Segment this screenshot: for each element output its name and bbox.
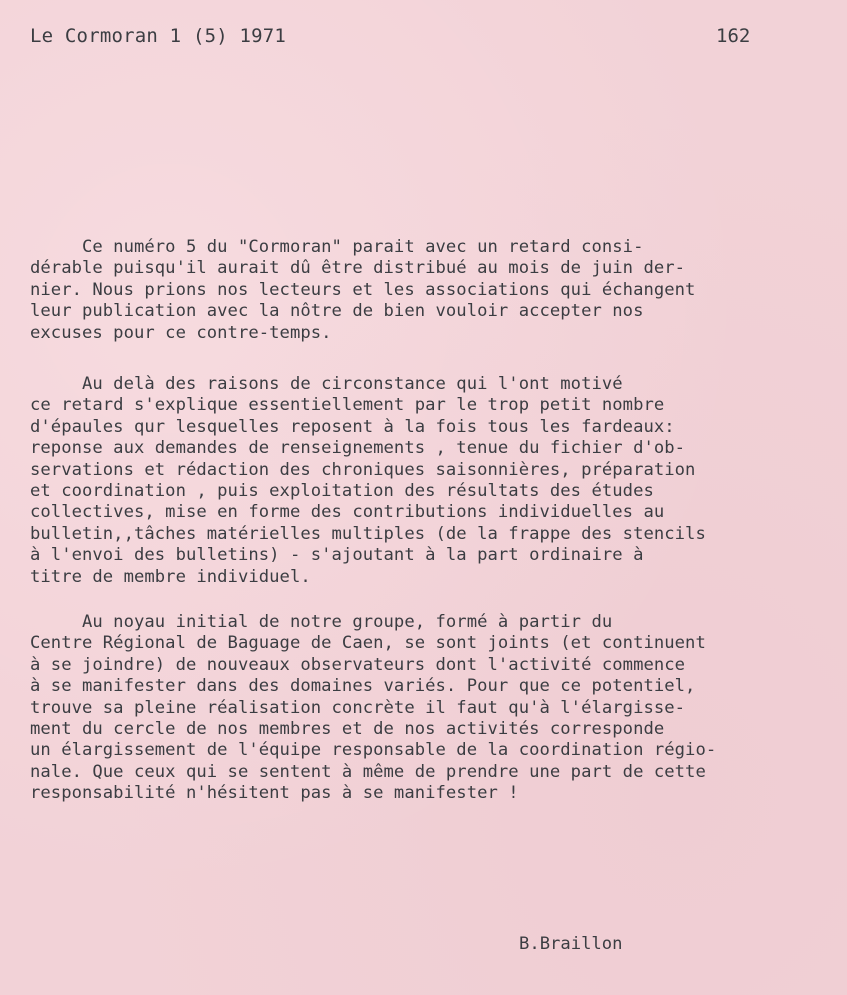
paragraph-1: Ce numéro 5 du "Cormoran" parait avec un retard consi- dérable puisqu'il aurait dû être distribué au mois de juin der- nier. Nous prions nos lecteurs et les associations qui échangent leur publication avec la nôtre de bien vouloir accepter nos excuses pour ce contre-temps. <box>30 237 696 343</box>
paragraph-2: Au delà des raisons de circonstance qui l'ont motivé ce retard s'explique essentiellement par le trop petit nombre d'épaules qur lesquelles reposent à la fois tous les fardeaux: reponse aux demandes de renseignements , tenue du fichier d'ob- servations et rédaction des chroniques saisonnières, préparation et coordination , puis exploitation des résultats des études collectives, mise en forme des contributions individuelles au bulletin,,tâches matérielles multiples (de la frappe des stencils à l'envoi des bulletins) - s'ajoutant à la part ordinaire à titre de membre individuel. <box>30 374 706 587</box>
page-number: 162 <box>716 25 751 47</box>
journal-header: Le Cormoran 1 (5) 1971 <box>30 25 287 47</box>
paragraph-3: Au noyau initial de notre groupe, formé à partir du Centre Régional de Baguage de Caen, se sont joints (et continuent à se joindre) de nouveaux observateurs dont l'activité commence à se manifester dans des domaines variés. Pour que ce potentiel, trouve sa pleine réalisation concrète il faut qu'à l'élargisse- ment du cercle de nos membres et de nos activités corresponde un élargissement de l'équipe responsable de la coordination régio- nale. Que ceux qui se sentent à même de prendre une part de cette responsabilité n'hésitent pas à se manifester ! <box>30 612 717 804</box>
signature: B.Braillon <box>519 934 623 954</box>
